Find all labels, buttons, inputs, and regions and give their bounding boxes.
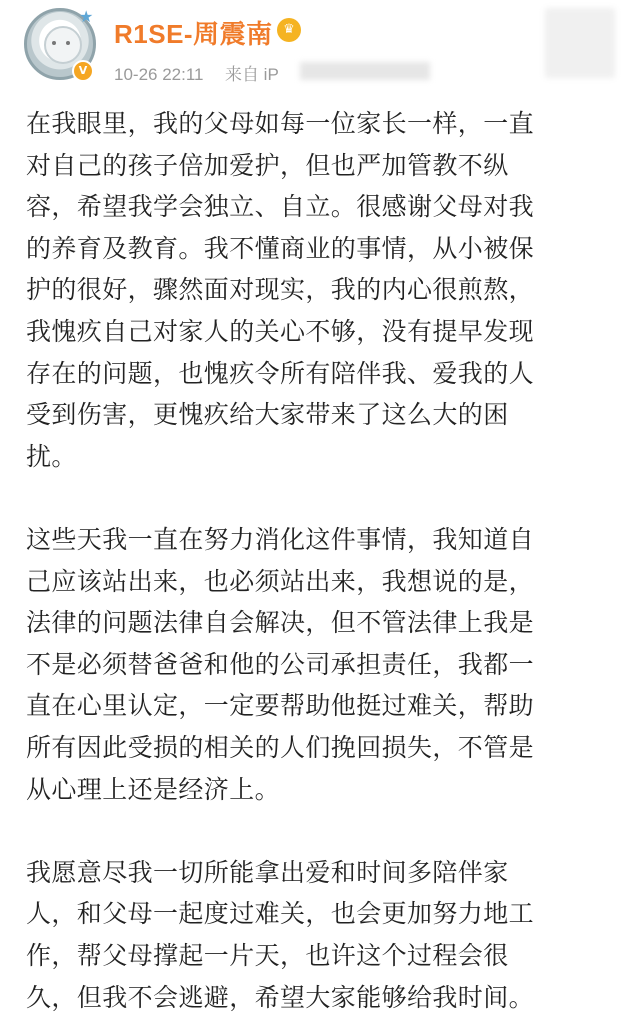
- post-text-line: 不是必须替爸爸和他的公司承担责任，我都一: [26, 650, 535, 679]
- vip-crown-icon[interactable]: ♛: [277, 18, 301, 42]
- avatar-eye-left: [52, 41, 56, 45]
- post-text-line: 所有因此受损的相关的人们挽回损失，不管是: [26, 733, 535, 762]
- post-text-line: 扰。: [26, 442, 77, 471]
- post-source: 来自 iP: [224, 65, 279, 84]
- post-text-line: 久，但我不会逃避，希望大家能够给我时间。: [26, 983, 535, 1012]
- username[interactable]: R1SE-周震南: [114, 19, 273, 49]
- verified-badge-icon: V: [72, 60, 94, 82]
- post-header: [0, 0, 641, 92]
- post-text-line: 受到伤害，更愧疚给大家带来了这么大的困: [26, 400, 509, 429]
- redacted-area-top-right: [545, 8, 615, 78]
- post-text-line: 己应该站出来，也必须站出来，我想说的是，: [26, 567, 535, 596]
- post-text-line: 存在的问题，也愧疚令所有陪伴我、爱我的人: [26, 359, 535, 388]
- post-text-line: 法律的问题法律自会解决，但不管法律上我是: [26, 608, 535, 637]
- post-text-line: 对自己的孩子倍加爱护，但也严加管教不纵: [26, 151, 509, 180]
- post-text-line: 护的很好，骤然面对现实，我的内心很煎熬，: [26, 275, 535, 304]
- post-text-line: 作，帮父母撑起一片天，也许这个过程会很: [26, 941, 509, 970]
- avatar-decoration-icon: ★: [79, 7, 94, 26]
- post-text-line: 这些天我一直在努力消化这件事情，我知道自: [26, 525, 535, 554]
- post-meta: [114, 60, 279, 85]
- post-text-line: 在我眼里，我的父母如每一位家长一样，一直: [26, 109, 535, 138]
- post-text-line: 从心理上还是经济上。: [26, 775, 281, 804]
- post-text-line: 容，希望我学会独立、自立。很感谢父母对我: [26, 192, 535, 221]
- post-text-line: 我愿意尽我一切所能拿出爱和时间多陪伴家: [26, 858, 509, 887]
- post-text-line: 人，和父母一起度过难关，也会更加努力地工: [26, 899, 535, 928]
- post-text-line: 的养育及教育。我不懂商业的事情，从小被保: [26, 234, 535, 263]
- redacted-area: [300, 62, 430, 80]
- post-text-line: 直在心里认定，一定要帮助他挺过难关，帮助: [26, 691, 535, 720]
- post-timestamp: 10-26 22:11: [114, 65, 204, 84]
- post-text-line: 我愧疚自己对家人的关心不够，没有提早发现: [26, 317, 535, 346]
- avatar-eye-right: [66, 41, 70, 45]
- avatar-face: [44, 26, 82, 64]
